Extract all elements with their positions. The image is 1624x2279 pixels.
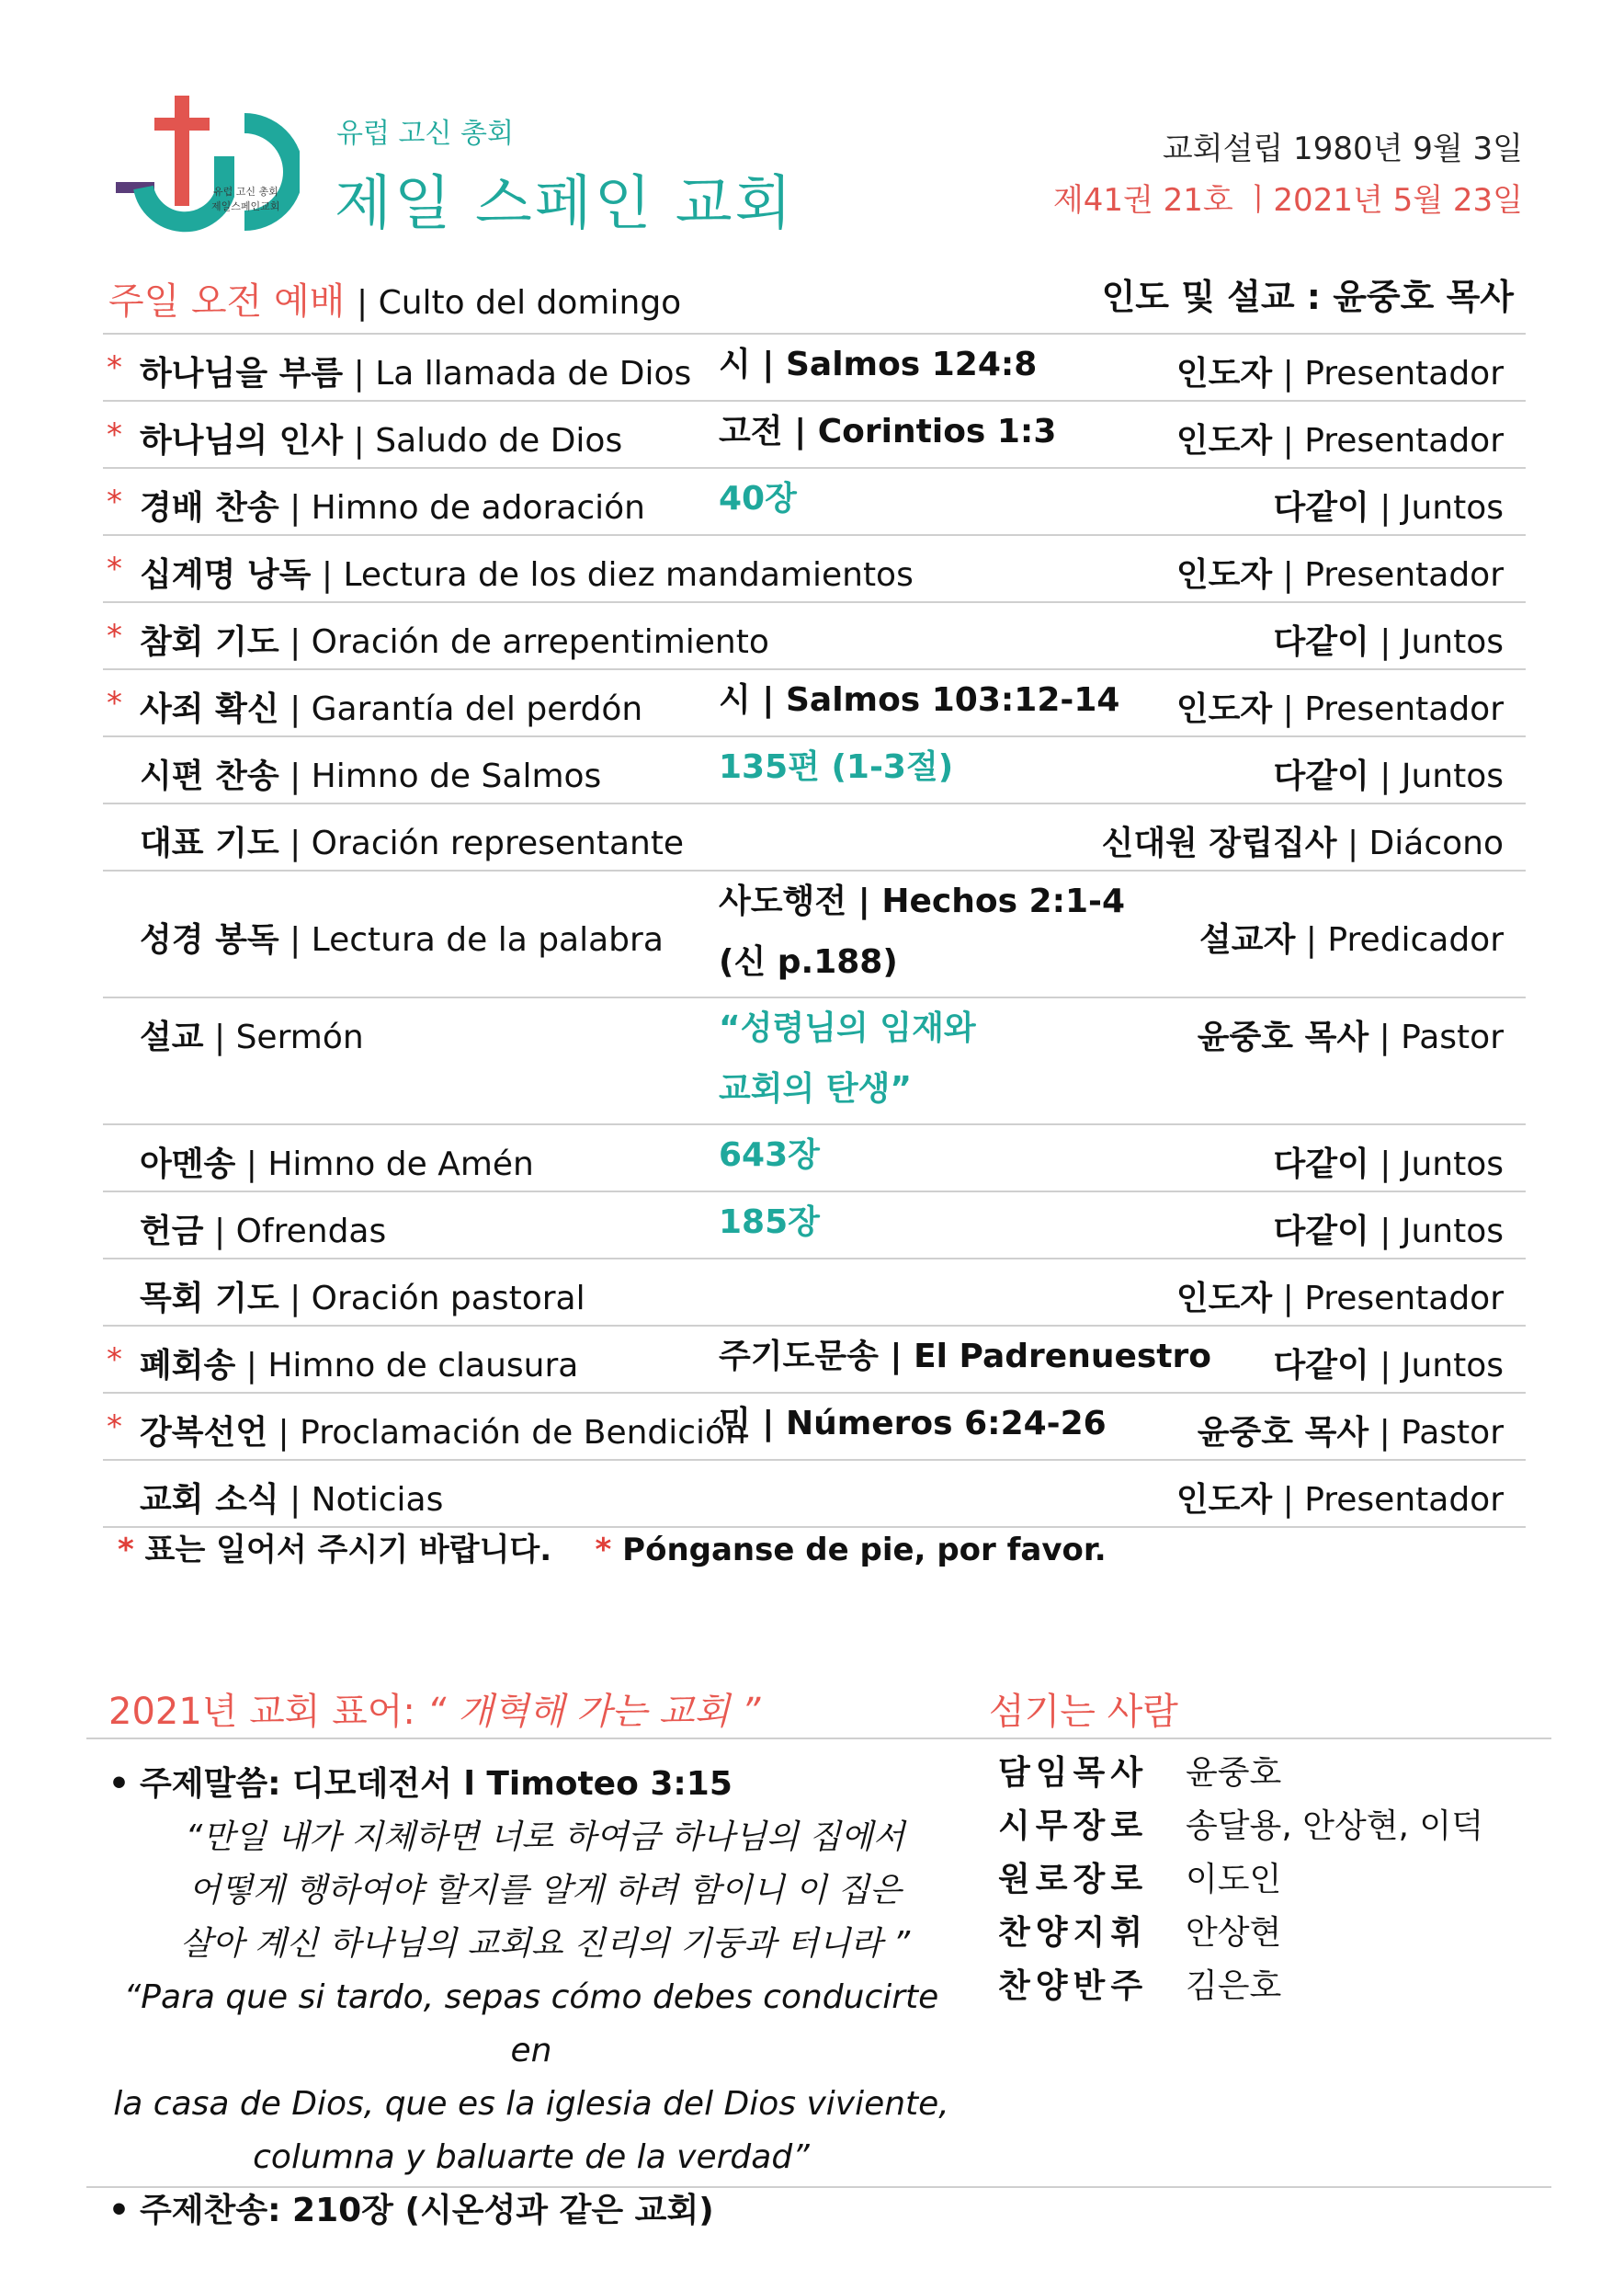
order-item-ko: 설교 (140, 1019, 204, 1056)
order-role (1198, 1407, 1504, 1453)
order-scripture-line1: 40장 (719, 480, 797, 518)
order-role (1176, 549, 1504, 596)
motto-text: “ 개혁해 가는 교회 ” (426, 1691, 761, 1733)
order-item-es: | Ofrendas (203, 1213, 387, 1250)
order-item-es: | Oración pastoral (278, 1280, 585, 1317)
order-item-ko: 대표 기도 (140, 825, 279, 862)
order-scripture (719, 872, 1125, 993)
order-scripture (719, 1327, 1211, 1387)
order-row (103, 469, 1526, 536)
order-role (1274, 1339, 1505, 1386)
theme-verse-label-text: 주제말씀: 디모데전서 l Timoteo 3:15 (140, 1765, 733, 1803)
order-item-es: | Proclamación de Bendición (267, 1414, 746, 1452)
order-item-es: | La llamada de Dios (343, 355, 692, 393)
servant-names: 김은호 (1186, 1967, 1282, 2005)
order-role (1274, 1205, 1505, 1252)
order-scripture-line1: 185장 (719, 1203, 820, 1241)
servant-role: 담임목사 (998, 1754, 1149, 1792)
order-role-ko: 다같이 (1273, 1213, 1369, 1250)
order-item-ko: 하나님을 부름 (140, 355, 344, 393)
order-role-es: | Juntos (1368, 1347, 1504, 1384)
theme-hymn-text: 주제찬송: 210장 (시온성과 같은 교회) (140, 2192, 714, 2229)
servant-names: 송달용, 안상현, 이덕 (1186, 1807, 1483, 1845)
order-role-ko: 다같이 (1273, 1347, 1369, 1384)
servant-role: 찬양반주 (998, 1967, 1149, 2005)
order-scripture (719, 469, 797, 530)
theme-block (108, 1758, 954, 2238)
order-item (140, 415, 622, 461)
order-scripture (719, 1125, 820, 1186)
stand-marker: * (107, 1341, 122, 1378)
order-role (1199, 914, 1504, 961)
servants-title: 섬기는 사람 (989, 1691, 1178, 1733)
order-role (1176, 683, 1504, 730)
order-item (140, 914, 664, 961)
order-item-ko: 목회 기도 (140, 1280, 279, 1317)
order-scripture-line2: (신 p.188) (719, 943, 898, 981)
order-role-es: | Presentador (1272, 1280, 1504, 1317)
servant-row (998, 1960, 1483, 2013)
order-role (1274, 1138, 1505, 1185)
worship-title (108, 272, 681, 325)
order-item (140, 1011, 364, 1058)
order-role-es: | Pastor (1368, 1019, 1504, 1056)
order-row (103, 1125, 1526, 1192)
note-star-2: * (595, 1532, 612, 1568)
bullet: • (108, 1765, 131, 1803)
stand-marker: * (107, 349, 122, 386)
order-scripture (719, 1394, 1107, 1454)
order-item-es: | Saludo de Dios (343, 422, 623, 460)
order-scripture (719, 737, 953, 798)
note-star: * (118, 1532, 134, 1568)
order-item (140, 482, 645, 529)
verse-ko-1: “만일 내가 지체하면 너로 하여금 하나님의 집에서 (185, 1818, 905, 1856)
order-item-ko: 아멘송 (140, 1145, 236, 1183)
servant-row (998, 1800, 1483, 1853)
order-scripture (719, 1192, 820, 1253)
order-role-es: | Juntos (1368, 758, 1504, 795)
order-role-es: | Presentador (1272, 556, 1504, 594)
note-es: Pónganse de pie, por favor. (622, 1532, 1107, 1568)
order-row (103, 402, 1526, 469)
order-row (103, 603, 1526, 670)
standing-note (118, 1524, 1107, 1569)
order-item-ko: 헌금 (140, 1213, 204, 1250)
servant-names: 안상현 (1186, 1914, 1282, 1952)
order-item-ko: 십계명 낭독 (140, 556, 312, 594)
stand-marker: * (107, 484, 122, 520)
order-row (103, 1259, 1526, 1327)
order-item-ko: 경배 찬송 (140, 489, 279, 527)
order-role-ko: 윤중호 목사 (1197, 1019, 1369, 1056)
order-role-ko: 다같이 (1273, 1145, 1369, 1183)
stand-marker: * (107, 1408, 122, 1445)
verse-ko-2: 어떻게 행하여야 할지를 알게 하려 함이니 이 집은 (188, 1872, 902, 1909)
order-scripture-line2: 교회의 탄생” (719, 1070, 913, 1108)
note-ko: 표는 일어서 주시기 바랍니다. (144, 1532, 552, 1568)
founded-date: 교회설립 1980년 9월 3일 (1162, 131, 1523, 167)
order-item (140, 1205, 386, 1252)
order-role (1176, 1474, 1504, 1521)
order-role-ko: 인도자 (1175, 556, 1273, 594)
order-role-es: | Presentador (1272, 1481, 1504, 1519)
theme-verse-label (108, 1758, 954, 1811)
worship-title-ko: 주일 오전 예배 (108, 280, 346, 323)
order-row (103, 670, 1526, 737)
order-scripture-line1: 고전 | Corintios 1:3 (719, 413, 1057, 450)
order-role (1176, 348, 1504, 394)
order-row (103, 804, 1526, 872)
verse-es-3: columna y baluarte de la verdad” (253, 2138, 810, 2176)
order-row (103, 1461, 1526, 1528)
order-item (140, 817, 684, 864)
order-row (103, 1192, 1526, 1259)
order-item-es: | Lectura de los diez mandamientos (311, 556, 914, 594)
servants-list (998, 1747, 1483, 2013)
order-item (140, 683, 642, 730)
order-item (140, 750, 601, 797)
order-scripture-line1: 643장 (719, 1136, 820, 1174)
divider (86, 1738, 1551, 1739)
order-item-ko: 하나님의 인사 (140, 422, 344, 460)
order-role (1176, 415, 1504, 461)
order-scripture (719, 402, 1056, 462)
order-role (1102, 817, 1504, 864)
order-scripture (719, 335, 1037, 395)
church-name: 제일 스페인 교회 (335, 170, 795, 238)
order-role-ko: 다같이 (1273, 623, 1369, 661)
order-role (1274, 482, 1505, 529)
order-item-es: | Lectura de la palabra (278, 921, 664, 959)
servant-role: 찬양지휘 (998, 1914, 1149, 1952)
order-role-ko: 신대원 장립집사 (1101, 825, 1337, 862)
order-item-ko: 폐회송 (140, 1347, 236, 1384)
order-role-ko: 인도자 (1175, 1280, 1273, 1317)
order-scripture-line1: 사도행전 | Hechos 2:1-4 (719, 883, 1126, 920)
order-role (1176, 1272, 1504, 1319)
order-role (1274, 750, 1505, 797)
order-role-es: | Presentador (1272, 355, 1504, 393)
worship-order-table (103, 333, 1526, 1528)
verse-ko-3: 살아 계신 하나님의 교회요 진리의 기둥과 터니라 ” (179, 1925, 911, 1963)
order-item-es: | Noticias (278, 1481, 444, 1519)
order-role-es: | Predicador (1295, 921, 1504, 959)
order-scripture-line1: 민 | Números 6:24-26 (719, 1405, 1107, 1442)
order-item-ko: 참회 기도 (140, 623, 279, 661)
bullet: • (108, 2192, 131, 2229)
order-item-ko: 교회 소식 (140, 1481, 279, 1519)
logo-text-1: 유럽 고신 총회 (213, 186, 278, 198)
order-item (140, 1407, 746, 1453)
order-role-ko: 인도자 (1175, 355, 1273, 393)
order-role-es: | Juntos (1368, 489, 1504, 527)
order-role-ko: 윤중호 목사 (1197, 1414, 1369, 1452)
order-scripture (719, 998, 976, 1120)
org-name: 유럽 고신 총회 (336, 118, 514, 150)
stand-marker: * (107, 685, 122, 722)
order-role-es: | Juntos (1368, 1145, 1504, 1183)
order-item-ko: 사죄 확신 (140, 690, 279, 728)
order-role-ko: 인도자 (1175, 1481, 1273, 1519)
order-row (103, 872, 1526, 998)
order-item (140, 549, 914, 596)
order-role (1198, 1011, 1504, 1058)
motto (108, 1682, 760, 1735)
order-role-es: | Presentador (1272, 422, 1504, 460)
order-row (103, 333, 1526, 402)
order-item-es: | Himno de adoración (278, 489, 645, 527)
order-role-es: | Juntos (1368, 1213, 1504, 1250)
order-item-es: | Himno de Salmos (278, 758, 602, 795)
logo-text-2: 제일스페인교회 (211, 200, 280, 212)
order-item-es: | Oración representante (278, 825, 685, 862)
order-role-es: | Diácono (1336, 825, 1504, 862)
order-row (103, 998, 1526, 1125)
servant-row (998, 1907, 1483, 1960)
servant-row (998, 1747, 1483, 1800)
order-item-es: | Himno de clausura (235, 1347, 579, 1384)
servant-names: 윤중호 (1186, 1754, 1282, 1792)
order-role-ko: 인도자 (1175, 422, 1273, 460)
order-role-ko: 설교자 (1199, 921, 1296, 959)
order-item-ko: 강복선언 (140, 1414, 268, 1452)
theme-hymn (108, 2184, 954, 2238)
verse-es-1: “Para que si tardo, sepas cómo debes conducirte en (123, 1978, 939, 2069)
order-item-es: | Oración de arrepentimiento (278, 623, 769, 661)
order-role-es: | Juntos (1368, 623, 1504, 661)
order-role (1274, 616, 1505, 663)
worship-leader: 인도 및 설교 : 윤중호 목사 (1101, 277, 1514, 317)
order-scripture-line1: “성령님의 임재와 (719, 1009, 976, 1047)
order-role-ko: 다같이 (1273, 758, 1369, 795)
issue-info: 제41권 21호 ㅣ2021년 5월 23일 (1052, 182, 1523, 219)
order-item (140, 616, 769, 663)
order-item (140, 1339, 578, 1386)
order-item-ko: 시편 찬송 (140, 758, 279, 795)
verse-es-2: la casa de Dios, que es la iglesia del Dios viviente, (113, 2085, 949, 2123)
stand-marker: * (107, 551, 122, 587)
order-scripture-line1: 135편 (1-3절) (719, 748, 954, 786)
order-item (140, 1474, 443, 1521)
stand-marker: * (107, 618, 122, 655)
order-item (140, 1272, 585, 1319)
order-item-es: | Sermón (203, 1019, 364, 1056)
order-row (103, 1394, 1526, 1461)
order-item-es: | Garantía del perdón (278, 690, 643, 728)
order-scripture-line1: 시 | Salmos 124:8 (719, 346, 1038, 383)
order-role-ko: 다같이 (1273, 489, 1369, 527)
order-row (103, 536, 1526, 603)
order-scripture-line1: 주기도문송 | El Padrenuestro (719, 1338, 1212, 1375)
order-role-es: | Presentador (1272, 690, 1504, 728)
order-item-ko: 성경 봉독 (140, 921, 279, 959)
order-role-es: | Pastor (1368, 1414, 1504, 1452)
servant-names: 이도인 (1186, 1861, 1282, 1898)
order-item-es: | Himno de Amén (235, 1145, 534, 1183)
order-item (140, 348, 691, 394)
stand-marker: * (107, 416, 122, 453)
divider (86, 2186, 1551, 2188)
order-scripture (719, 670, 1119, 731)
order-role-ko: 인도자 (1175, 690, 1273, 728)
worship-title-es: | Culto del domingo (357, 284, 682, 322)
order-row (103, 737, 1526, 804)
church-logo (116, 92, 300, 241)
order-scripture-line1: 시 | Salmos 103:12-14 (719, 681, 1120, 719)
servant-role: 원로장로 (998, 1861, 1149, 1898)
order-row (103, 1327, 1526, 1394)
servant-role: 시무장로 (998, 1807, 1149, 1845)
servant-row (998, 1853, 1483, 1907)
motto-prefix: 2021년 교회 표어: (108, 1691, 427, 1733)
order-item (140, 1138, 534, 1185)
